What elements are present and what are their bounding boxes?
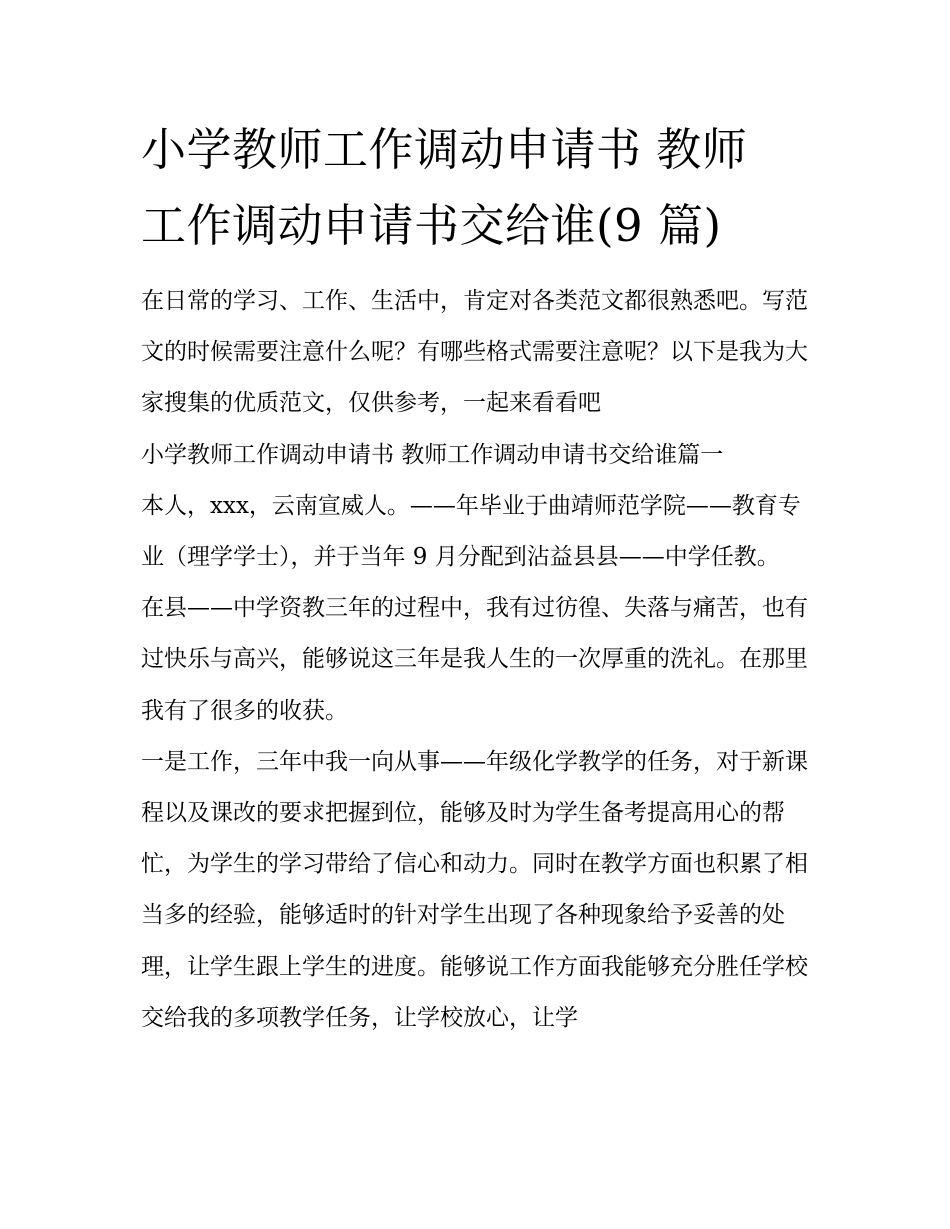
paragraph-work-summary: 一是工作，三年中我一向从事——年级化学教学的任务，对于新课程以及课改的要求把握到位，能够及时为学生备考提高用心的帮忙，为学生的学习带给了信心和动力。同时在教学方面也积累了相当多的经验，能够适时的针对学生出现了各种现象给予妥善的处理，让学生跟上学生的进度。能够说工作方面我能够充分胜任学校交给我的多项教学任务，让学校放心，让学 <box>141 748 808 1031</box>
section-heading: 小学教师工作调动申请书 教师工作调动申请书交给谁篇一 <box>141 441 724 468</box>
paragraph-self-introduction: 本人，xxx，云南宣威人。——年毕业于曲靖师范学院——教育专业（理学学士），并于当年 9 月分配到沾益县县——中学任教。 <box>141 492 801 571</box>
paragraph-intro: 在日常的学习、工作、生活中，肯定对各类范文都很熟悉吧。写范文的时候需要注意什么呢？有哪些格式需要注意呢？以下是我为大家搜集的优质范文，仅供参考，一起来看看吧 <box>141 288 808 417</box>
paragraph-teaching-experience: 在县——中学资教三年的过程中，我有过彷徨、失落与痛苦，也有过快乐与高兴，能够说这三年是我人生的一次厚重的洗礼。在那里我有了很多的收获。 <box>141 595 808 724</box>
document-body <box>141 112 821 1044</box>
title-line-1: 小学教师工作调动申请书 教师 <box>141 123 748 176</box>
title-line-2: 工作调动申请书交给谁(9 篇) <box>141 199 722 252</box>
document-title <box>141 112 821 264</box>
